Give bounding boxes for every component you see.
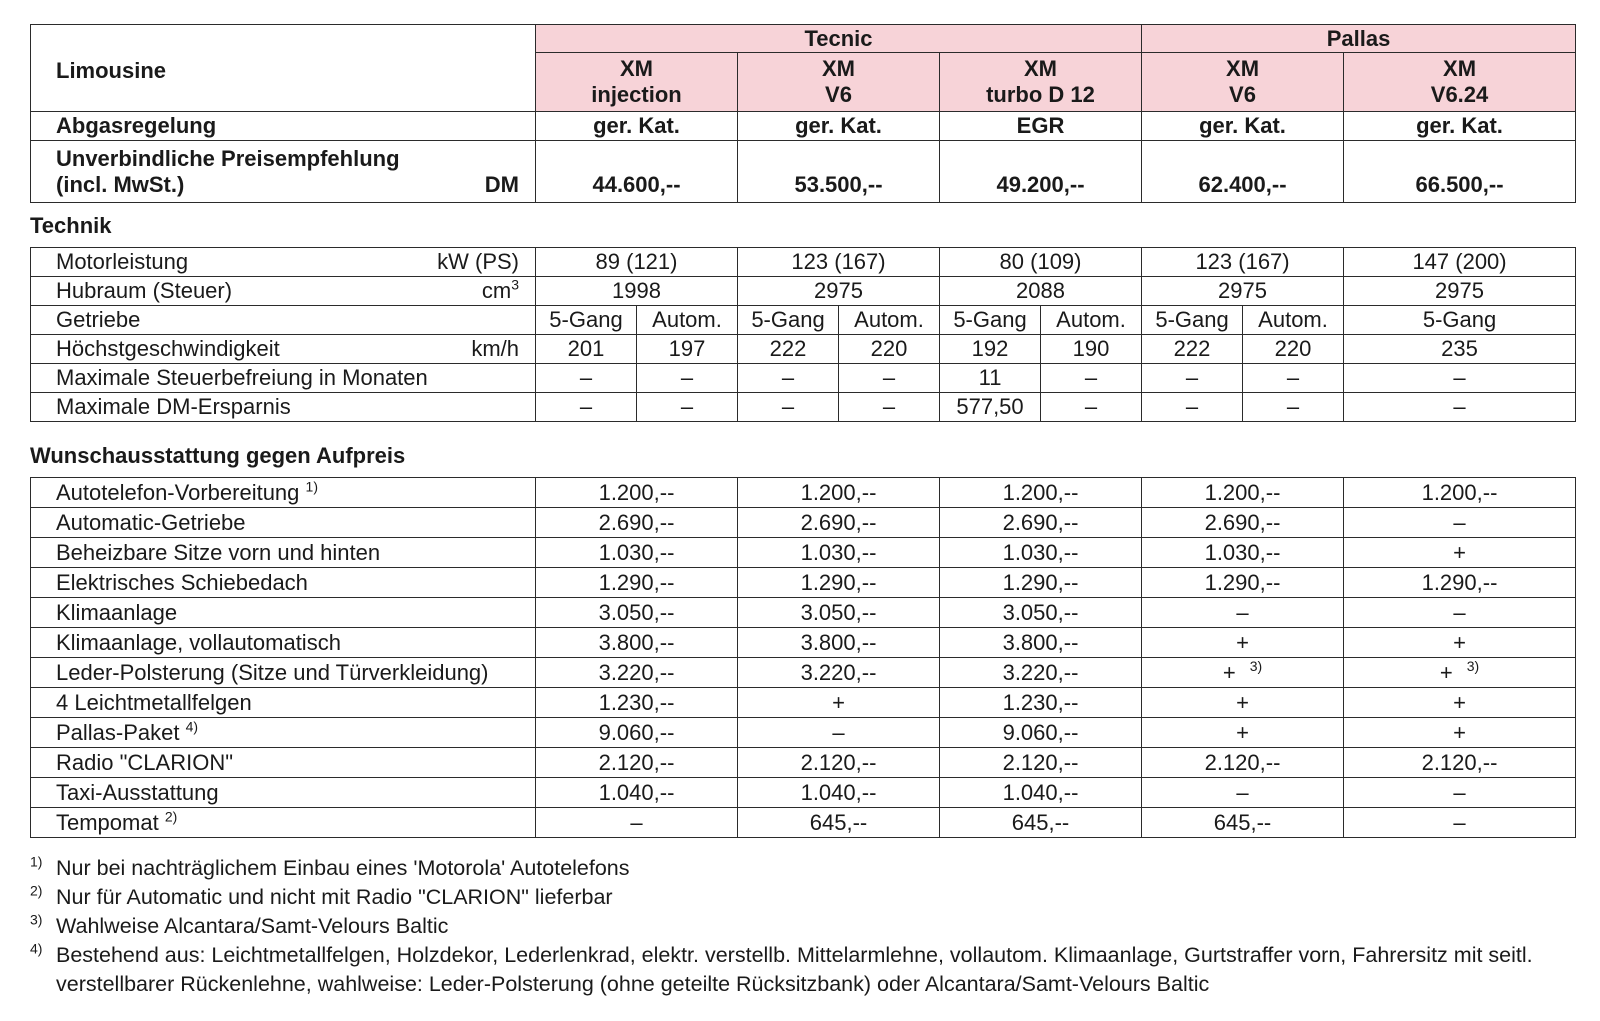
wunsch-value: – bbox=[1344, 508, 1576, 538]
group-tecnic: Tecnic bbox=[536, 25, 1142, 53]
preis-value: 53.500,-- bbox=[738, 141, 940, 203]
footnote-number: 2) bbox=[30, 882, 43, 899]
abgas-value: ger. Kat. bbox=[1142, 112, 1344, 141]
wunsch-value: 2.690,-- bbox=[738, 508, 940, 538]
footnote-number: 3) bbox=[30, 911, 43, 928]
wunsch-value: – bbox=[738, 718, 940, 748]
ersparnis-value: 577,50 bbox=[940, 393, 1041, 422]
preis-label bbox=[31, 141, 536, 203]
hubraum-value: 2088 bbox=[940, 277, 1142, 306]
wunsch-value: 1.290,-- bbox=[1142, 568, 1344, 598]
footnote bbox=[30, 854, 1580, 883]
footnote-text: Nur bei nachträglichem Einbau eines 'Motorola' Autotelefons bbox=[56, 856, 630, 880]
wunsch-value: 645,-- bbox=[1142, 808, 1344, 838]
wunsch-value: 9.060,-- bbox=[940, 718, 1142, 748]
wunsch-row bbox=[31, 478, 1576, 508]
getriebe-value: Autom. bbox=[637, 306, 738, 335]
wunsch-value: + bbox=[1344, 718, 1576, 748]
hubraum-value: 2975 bbox=[738, 277, 940, 306]
motor-unit: kW (PS) bbox=[437, 249, 519, 275]
wunsch-value: 1.290,-- bbox=[940, 568, 1142, 598]
wunsch-label: Autotelefon-Vorbereitung $^{1)}$ bbox=[31, 478, 536, 508]
steuer-row bbox=[31, 364, 1576, 393]
getriebe-value: Autom. bbox=[839, 306, 940, 335]
wunsch-row bbox=[31, 718, 1576, 748]
ersparnis-row bbox=[31, 393, 1576, 422]
wunsch-value: 9.060,-- bbox=[536, 718, 738, 748]
wunsch-label: 4 Leichtmetallfelgen bbox=[31, 688, 536, 718]
model-line2: V6 bbox=[1229, 82, 1256, 107]
steuer-label: Maximale Steuerbefreiung in Monaten bbox=[31, 364, 536, 393]
wunsch-row bbox=[31, 658, 1576, 688]
wunsch-value: 645,-- bbox=[738, 808, 940, 838]
ersparnis-value: – bbox=[1142, 393, 1243, 422]
wunsch-row bbox=[31, 688, 1576, 718]
wunsch-value: 3.050,-- bbox=[536, 598, 738, 628]
wunsch-value: 3.220,-- bbox=[738, 658, 940, 688]
ersparnis-value: – bbox=[1243, 393, 1344, 422]
steuer-value: – bbox=[1041, 364, 1142, 393]
wunsch-value: 3.050,-- bbox=[738, 598, 940, 628]
footnote-ref: 3) bbox=[1466, 658, 1480, 675]
footnote-text: Bestehend aus: Leichtmetallfelgen, Holzdekor, Lederlenkrad, elektr. verstellb. Mittelarmlehne, vollautom. Klimaanlage, Gurtstraffer vorn, Fahrersitz mit seitl. verstellbarer Rückenlehne, wahlweise: Leder-Polsterung (ohne geteilte Rücksitzbank) oder Alcantara/Samt-Velours Baltic bbox=[56, 943, 1533, 996]
motor-row-label bbox=[31, 248, 536, 277]
steuer-value: – bbox=[839, 364, 940, 393]
getriebe-value: 5-Gang bbox=[738, 306, 839, 335]
footnote-ref: 2) bbox=[164, 808, 178, 825]
model-line1: XM bbox=[1443, 56, 1477, 82]
speed-value: 190 bbox=[1041, 335, 1142, 364]
section-technik-title: Technik bbox=[30, 213, 112, 238]
wunsch-value: 2.120,-- bbox=[1344, 748, 1576, 778]
getriebe-value: 5-Gang bbox=[536, 306, 637, 335]
footnote-ref: 4) bbox=[185, 718, 199, 735]
hubraum-label: Hubraum (Steuer) bbox=[56, 278, 233, 304]
wunsch-row bbox=[31, 508, 1576, 538]
footnote-ref: 1) bbox=[305, 478, 318, 495]
wunsch-value: 1.030,-- bbox=[1142, 538, 1344, 568]
speed-value: 235 bbox=[1344, 335, 1576, 364]
model-line2: V6 bbox=[825, 82, 852, 107]
wunsch-value: 1.200,-- bbox=[536, 478, 738, 508]
abgas-value: EGR bbox=[940, 112, 1142, 141]
footnote bbox=[30, 912, 1580, 941]
model-header bbox=[738, 53, 940, 112]
wunsch-label: Leder-Polsterung (Sitze und Türverkleidung) bbox=[31, 658, 536, 688]
price-table bbox=[30, 24, 1576, 203]
hubraum-unit: $cm^3$ bbox=[481, 276, 519, 304]
ersparnis-value: – bbox=[738, 393, 839, 422]
footnote bbox=[30, 941, 1580, 999]
getriebe-value: 5-Gang bbox=[1344, 306, 1576, 335]
wunsch-value: 2.690,-- bbox=[1142, 508, 1344, 538]
hubraum-value: 2975 bbox=[1344, 277, 1576, 306]
wunsch-value: 1.200,-- bbox=[738, 478, 940, 508]
steuer-value: – bbox=[1142, 364, 1243, 393]
model-line2: turbo D 12 bbox=[986, 82, 1095, 107]
technik-table bbox=[30, 247, 1576, 422]
hubraum-value: 1998 bbox=[536, 277, 738, 306]
wunsch-label: Klimaanlage, vollautomatisch bbox=[31, 628, 536, 658]
wunsch-value: 3.800,-- bbox=[738, 628, 940, 658]
wunsch-value: 1.040,-- bbox=[536, 778, 738, 808]
steuer-value: – bbox=[637, 364, 738, 393]
wunsch-value: – bbox=[536, 808, 738, 838]
speed-value: 222 bbox=[1142, 335, 1243, 364]
getriebe-row bbox=[31, 306, 1576, 335]
wunsch-value: 1.230,-- bbox=[940, 688, 1142, 718]
wunsch-row bbox=[31, 598, 1576, 628]
steuer-value: 11 bbox=[940, 364, 1041, 393]
wunsch-label: Automatic-Getriebe bbox=[31, 508, 536, 538]
model-line1: XM bbox=[822, 56, 855, 82]
wunsch-value: – bbox=[1344, 778, 1576, 808]
preis-value: 49.200,-- bbox=[940, 141, 1142, 203]
steuer-value: – bbox=[738, 364, 839, 393]
wunsch-value: + bbox=[738, 688, 940, 718]
model-header bbox=[940, 53, 1142, 112]
wunsch-label: Radio "CLARION" bbox=[31, 748, 536, 778]
getriebe-value: Autom. bbox=[1041, 306, 1142, 335]
wunsch-table bbox=[30, 477, 1576, 838]
preis-label-line1: Unverbindliche Preisempfehlung bbox=[56, 145, 400, 171]
wunsch-value: 3.220,-- bbox=[536, 658, 738, 688]
wunsch-value: 3.800,-- bbox=[940, 628, 1142, 658]
wunsch-value: – bbox=[1142, 598, 1344, 628]
wunsch-value: 3.220,-- bbox=[940, 658, 1142, 688]
preis-label-line2: (incl. MwSt.) bbox=[56, 171, 185, 197]
group-pallas: Pallas bbox=[1142, 25, 1576, 53]
speed-row bbox=[31, 335, 1576, 364]
wunsch-value: – bbox=[1142, 778, 1344, 808]
wunsch-value: + bbox=[1142, 718, 1344, 748]
ersparnis-value: – bbox=[839, 393, 940, 422]
speed-value: 222 bbox=[738, 335, 839, 364]
footnote-ref: 3) bbox=[1249, 658, 1263, 675]
wunsch-value: 2.690,-- bbox=[940, 508, 1142, 538]
motor-value: 89 (121) bbox=[536, 248, 738, 277]
motor-value: 80 (109) bbox=[940, 248, 1142, 277]
hubraum-value: 2975 bbox=[1142, 277, 1344, 306]
ersparnis-value: – bbox=[637, 393, 738, 422]
wunsch-value: 1.030,-- bbox=[536, 538, 738, 568]
speed-value: 192 bbox=[940, 335, 1041, 364]
footnote-text: Nur für Automatic und nicht mit Radio "CLARION" lieferbar bbox=[56, 885, 613, 909]
wunsch-value: 3.050,-- bbox=[940, 598, 1142, 628]
abgas-value: ger. Kat. bbox=[738, 112, 940, 141]
model-header bbox=[1344, 53, 1576, 112]
preis-value: 66.500,-- bbox=[1344, 141, 1576, 203]
footnote bbox=[30, 883, 1580, 912]
ersparnis-label: Maximale DM-Ersparnis bbox=[31, 393, 536, 422]
wunsch-value: 1.030,-- bbox=[738, 538, 940, 568]
ersparnis-value: – bbox=[536, 393, 637, 422]
model-line2: V6.24 bbox=[1430, 82, 1489, 107]
wunsch-label: Taxi-Ausstattung bbox=[31, 778, 536, 808]
wunsch-value: + bbox=[1344, 628, 1576, 658]
footnotes bbox=[30, 854, 1580, 999]
wunsch-value: + bbox=[1344, 538, 1576, 568]
wunsch-value: 1.200,-- bbox=[940, 478, 1142, 508]
wunsch-row bbox=[31, 628, 1576, 658]
wunsch-value: 645,-- bbox=[940, 808, 1142, 838]
wunsch-value: 1.040,-- bbox=[940, 778, 1142, 808]
hubraum-row-label bbox=[31, 277, 536, 306]
getriebe-value: 5-Gang bbox=[940, 306, 1041, 335]
steuer-value: – bbox=[536, 364, 637, 393]
wunsch-row bbox=[31, 538, 1576, 568]
wunsch-value: 1.290,-- bbox=[738, 568, 940, 598]
wunsch-value: 1.040,-- bbox=[738, 778, 940, 808]
motor-value: 123 (167) bbox=[738, 248, 940, 277]
wunsch-value: + bbox=[1344, 688, 1576, 718]
wunsch-value: + $^{3)}$ bbox=[1142, 658, 1344, 688]
wunsch-label: Beheizbare Sitze vorn und hinten bbox=[31, 538, 536, 568]
steuer-value: – bbox=[1243, 364, 1344, 393]
getriebe-label: Getriebe bbox=[31, 306, 536, 335]
limousine-label: Limousine bbox=[31, 25, 536, 112]
footnote-number: 4) bbox=[30, 940, 43, 957]
abgas-value: ger. Kat. bbox=[1344, 112, 1576, 141]
speed-row-label bbox=[31, 335, 536, 364]
wunsch-value: 2.690,-- bbox=[536, 508, 738, 538]
wunsch-value: + bbox=[1142, 628, 1344, 658]
wunsch-value: 1.290,-- bbox=[536, 568, 738, 598]
wunsch-row bbox=[31, 778, 1576, 808]
wunsch-value: + bbox=[1142, 688, 1344, 718]
wunsch-label: Tempomat $^{2)}$ bbox=[31, 808, 536, 838]
ersparnis-value: – bbox=[1344, 393, 1576, 422]
wunsch-label: Pallas-Paket $^{4)}$ bbox=[31, 718, 536, 748]
model-line1: XM bbox=[620, 56, 653, 82]
wunsch-value: 1.230,-- bbox=[536, 688, 738, 718]
speed-value: 201 bbox=[536, 335, 637, 364]
ersparnis-value: – bbox=[1041, 393, 1142, 422]
speed-unit: km/h bbox=[471, 336, 519, 362]
abgas-value: ger. Kat. bbox=[536, 112, 738, 141]
wunsch-value: 1.290,-- bbox=[1344, 568, 1576, 598]
wunsch-label: Elektrisches Schiebedach bbox=[31, 568, 536, 598]
steuer-value: – bbox=[1344, 364, 1576, 393]
wunsch-value: + $^{3)}$ bbox=[1344, 658, 1576, 688]
wunsch-row bbox=[31, 808, 1576, 838]
model-line1: XM bbox=[1226, 56, 1260, 82]
wunsch-value: 1.030,-- bbox=[940, 538, 1142, 568]
getriebe-value: Autom. bbox=[1243, 306, 1344, 335]
section-wunsch-title: Wunschausstattung gegen Aufpreis bbox=[30, 443, 406, 468]
speed-value: 220 bbox=[839, 335, 940, 364]
preis-unit: DM bbox=[484, 171, 519, 197]
model-line1: XM bbox=[1024, 56, 1057, 82]
abgas-label: Abgasregelung bbox=[31, 112, 536, 141]
wunsch-value: 2.120,-- bbox=[1142, 748, 1344, 778]
wunsch-row bbox=[31, 568, 1576, 598]
preis-value: 62.400,-- bbox=[1142, 141, 1344, 203]
wunsch-row bbox=[31, 748, 1576, 778]
wunsch-value: 2.120,-- bbox=[536, 748, 738, 778]
model-line2: injection bbox=[591, 82, 682, 107]
getriebe-value: 5-Gang bbox=[1142, 306, 1243, 335]
motor-value: 123 (167) bbox=[1142, 248, 1344, 277]
footnote-number: 1) bbox=[30, 853, 43, 870]
wunsch-value: 1.200,-- bbox=[1142, 478, 1344, 508]
motor-label: Motorleistung bbox=[56, 249, 189, 275]
model-header bbox=[536, 53, 738, 112]
wunsch-value: 2.120,-- bbox=[940, 748, 1142, 778]
footnote-text: Wahlweise Alcantara/Samt-Velours Baltic bbox=[56, 914, 449, 938]
motor-value: 147 (200) bbox=[1344, 248, 1576, 277]
speed-value: 220 bbox=[1243, 335, 1344, 364]
model-header bbox=[1142, 53, 1344, 112]
wunsch-value: 2.120,-- bbox=[738, 748, 940, 778]
preis-value: 44.600,-- bbox=[536, 141, 738, 203]
wunsch-label: Klimaanlage bbox=[31, 598, 536, 628]
wunsch-value: – bbox=[1344, 598, 1576, 628]
wunsch-value: 1.200,-- bbox=[1344, 478, 1576, 508]
wunsch-value: 3.800,-- bbox=[536, 628, 738, 658]
speed-label: Höchstgeschwindigkeit bbox=[56, 336, 280, 362]
speed-value: 197 bbox=[637, 335, 738, 364]
wunsch-value: – bbox=[1344, 808, 1576, 838]
